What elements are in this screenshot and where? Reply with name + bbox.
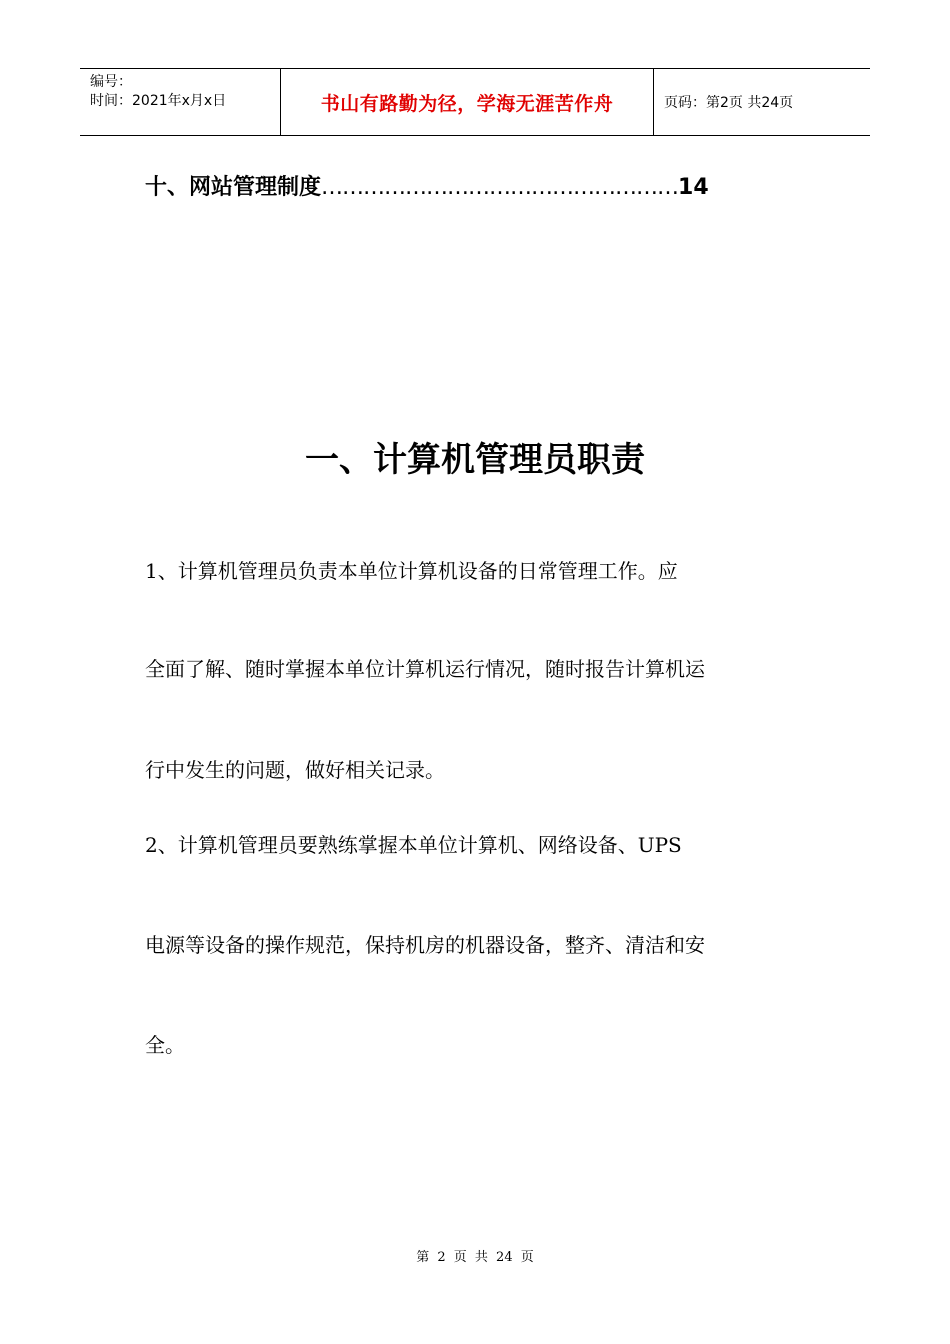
toc-entry-page: 14 (678, 175, 709, 200)
toc-entry-text: 十、网站管理制度 (145, 175, 322, 200)
paragraph-line: 1、计算机管理员负责本单位计算机设备的日常管理工作。应 (145, 559, 678, 583)
paragraph-line: 2、计算机管理员要熟练掌握本单位计算机、网络设备、UPS (145, 833, 682, 857)
header-page-info: 页码：第2页 共24页 (664, 95, 794, 111)
paragraph-line: 全面了解、随时掌握本单位计算机运行情况，随时报告计算机运 (145, 657, 705, 681)
paragraph-line: 行中发生的问题，做好相关记录。 (145, 758, 445, 782)
document-number-label: 编号： (90, 74, 132, 90)
document-time-label: 时间：2021年x月x日 (90, 93, 227, 109)
chapter-title: 一、计算机管理员职责 (305, 440, 645, 480)
toc-entry (145, 170, 709, 201)
toc-leader-dots: …………………………………………… (321, 175, 679, 200)
page-footer: 第 2 页 共 24 页 (416, 1250, 534, 1265)
page-header (80, 68, 870, 136)
header-left-cell (80, 69, 281, 135)
paragraph-line: 全。 (145, 1033, 185, 1057)
paragraph-line: 电源等设备的操作规范，保持机房的机器设备，整齐、清洁和安 (145, 933, 705, 957)
header-motto: 书山有路勤为径，学海无涯苦作舟 (281, 69, 654, 135)
